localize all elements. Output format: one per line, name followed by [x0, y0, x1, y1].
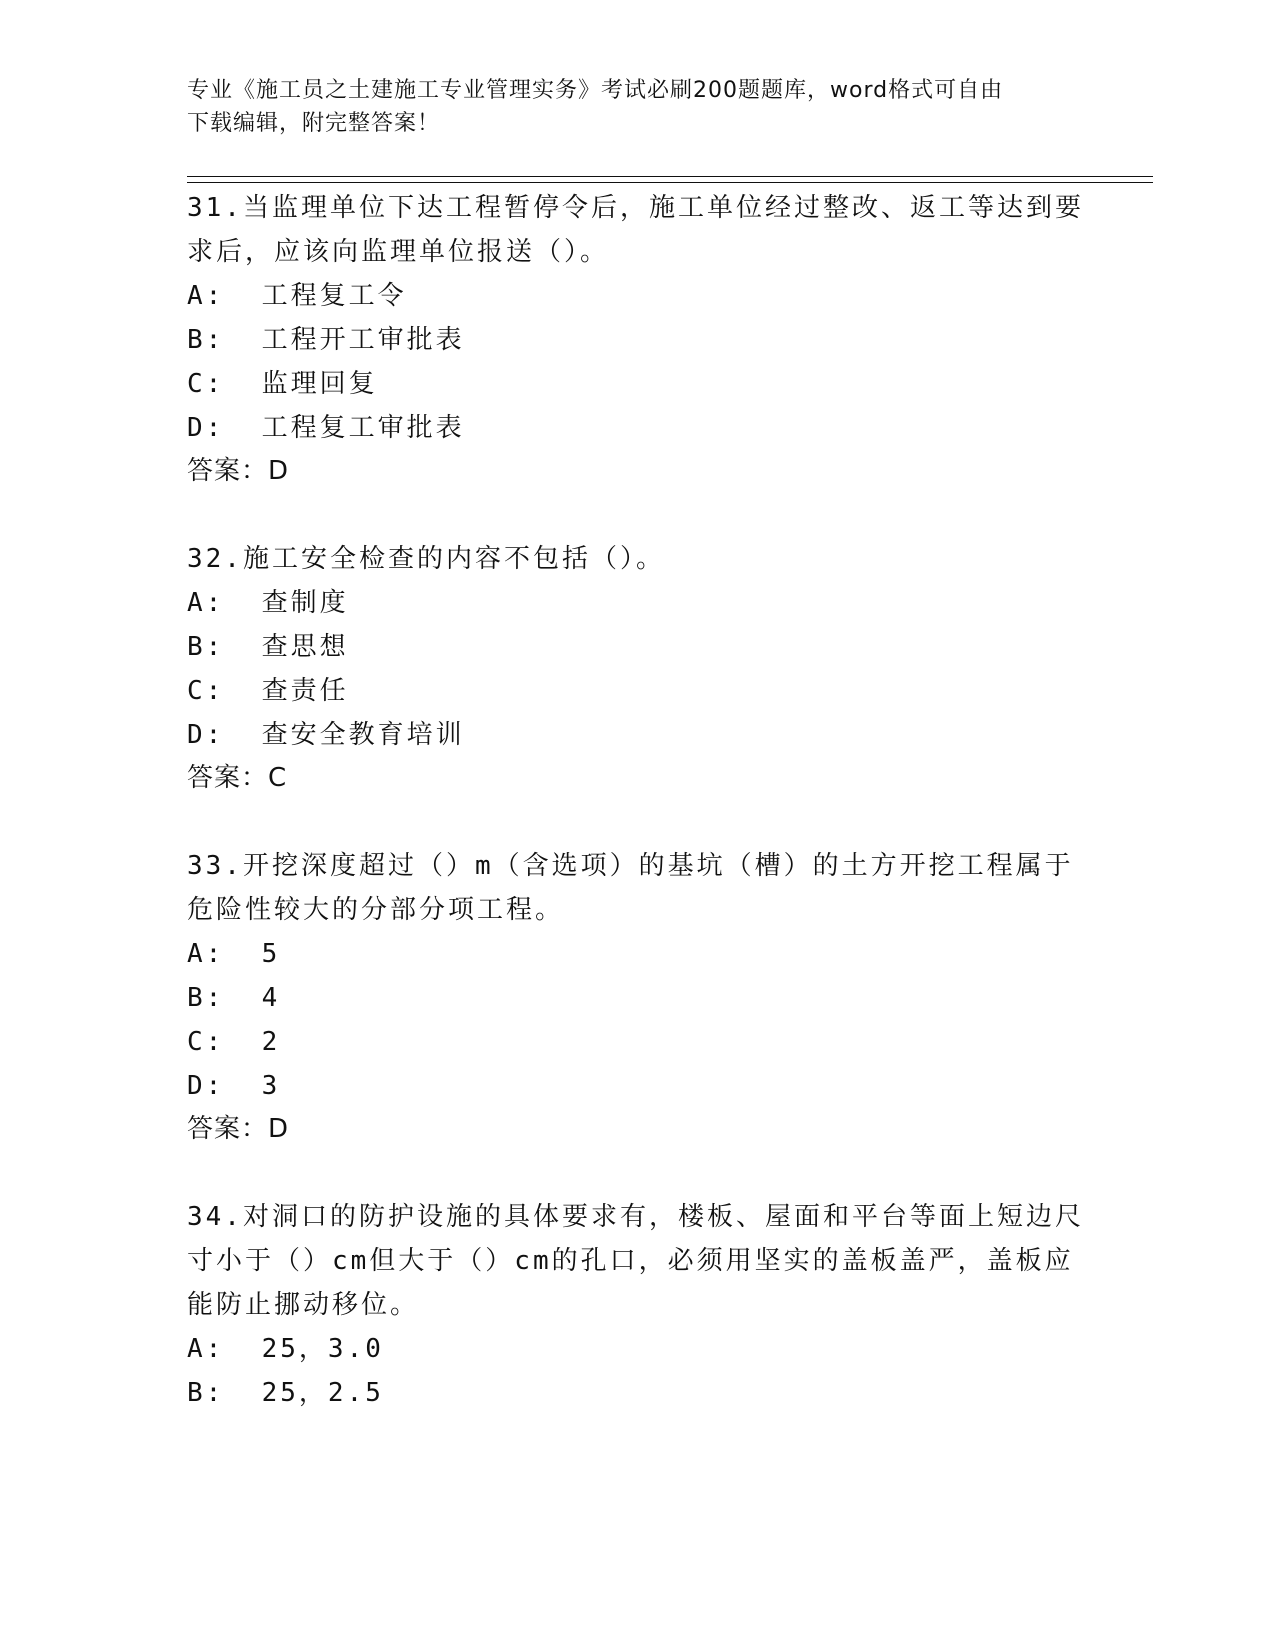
q32-option-d: D: 查安全教育培训	[187, 720, 465, 750]
q33-option-a: A: 5	[187, 939, 281, 969]
q33-stem-line-2: 危险性较大的分部分项工程。	[187, 895, 565, 925]
q33-answer: 答案：D	[187, 1114, 290, 1144]
q34-option-b: B: 25，2.5	[187, 1378, 384, 1408]
q31-option-b: B: 工程开工审批表	[187, 325, 465, 355]
q31-option-c: C: 监理回复	[187, 369, 378, 399]
q31-option-d: D: 工程复工审批表	[187, 413, 465, 443]
q32-answer: 答案：C	[187, 763, 288, 793]
q34-option-a: A: 25，3.0	[187, 1334, 384, 1364]
header-line-1: 专业《施工员之土建施工专业管理实务》考试必刷200题题库，word格式可自由	[187, 78, 1004, 103]
document-header	[187, 74, 1067, 140]
q33-option-b: B: 4	[187, 983, 281, 1013]
header-divider-bottom	[187, 182, 1153, 183]
q32-option-b: B: 查思想	[187, 632, 349, 662]
q31-stem-line-1: 31.当监理单位下达工程暂停令后，施工单位经过整改、返工等达到要	[187, 193, 1084, 223]
q32-option-c: C: 查责任	[187, 676, 349, 706]
q33-option-c: C: 2	[187, 1027, 281, 1057]
q34-stem-line-1: 34.对洞口的防护设施的具体要求有，楼板、屋面和平台等面上短边尺	[187, 1202, 1084, 1232]
q33-option-d: D: 3	[187, 1071, 281, 1101]
q31-option-a: A: 工程复工令	[187, 281, 407, 311]
q31-answer: 答案：D	[187, 456, 290, 486]
q31-stem-line-2: 求后，应该向监理单位报送（）。	[187, 237, 610, 267]
header-divider-top	[187, 176, 1153, 177]
q34-stem-line-3: 能防止挪动移位。	[187, 1290, 420, 1320]
q32-option-a: A: 查制度	[187, 588, 349, 618]
header-line-2: 下载编辑，附完整答案！	[187, 111, 441, 136]
q33-stem-line-1: 33.开挖深度超过（）m（含选项）的基坑（槽）的土方开挖工程属于	[187, 851, 1074, 881]
q34-stem-line-2: 寸小于（）cm但大于（）cm的孔口，必须用坚实的盖板盖严，盖板应	[187, 1246, 1074, 1276]
q32-stem-line-1: 32.施工安全检查的内容不包括（）。	[187, 544, 665, 574]
